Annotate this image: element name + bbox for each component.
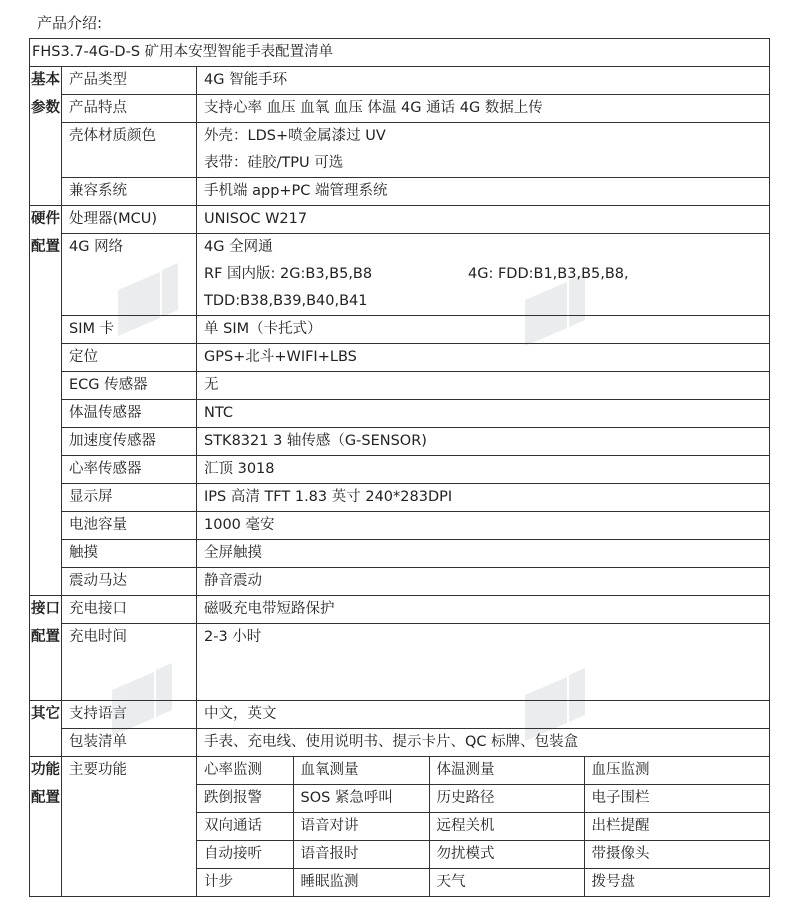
row-value: 汇顶 3018: [197, 456, 770, 484]
table-row: [30, 456, 770, 484]
row-label: 充电接口: [62, 596, 197, 624]
row-value: 手机端 app+PC 端管理系统: [197, 178, 770, 206]
row-label: 产品类型: [62, 67, 197, 95]
row-value: 4G 全网通: [197, 234, 770, 262]
row-value: 磁吸充电带短路保护: [197, 596, 770, 624]
row-value: 2-3 小时: [197, 624, 770, 701]
function-item: 体温测量: [429, 757, 584, 785]
row-label: 电池容量: [62, 512, 197, 540]
table-row: [30, 568, 770, 596]
net-rf-domestic: RF 国内版: 2G:B3,B5,B8: [204, 266, 373, 282]
function-row: [197, 841, 770, 869]
section-hardware: 硬件配置: [30, 206, 62, 596]
row-label: 4G 网络: [62, 234, 197, 316]
row-label: 显示屏: [62, 484, 197, 512]
row-value: 1000 毫安: [197, 512, 770, 540]
table-row: [30, 67, 770, 95]
table-row: [30, 206, 770, 234]
table-row: [30, 123, 770, 151]
table-row: [30, 512, 770, 540]
row-label: 体温传感器: [62, 400, 197, 428]
row-label: 包装清单: [62, 729, 197, 757]
section-basic: 基本参数: [30, 67, 62, 206]
table-row: [30, 95, 770, 123]
function-grid-cell: [197, 757, 770, 897]
table-row: [30, 624, 770, 701]
table-row: [30, 372, 770, 400]
section-function: 功能配置: [30, 757, 62, 897]
section-interface: 接口配置: [30, 596, 62, 701]
row-value: 表带：硅胶/TPU 可选: [197, 150, 770, 178]
table-row: [30, 729, 770, 757]
row-value: 外壳：LDS+喷金属漆过 UV: [197, 123, 770, 151]
row-value: 静音震动: [197, 568, 770, 596]
function-row: [197, 785, 770, 813]
section-other: 其它: [30, 701, 62, 757]
function-item: 拨号盘: [584, 869, 770, 897]
function-item: 出栏提醒: [584, 813, 770, 841]
table-row: [30, 400, 770, 428]
row-value: NTC: [197, 400, 770, 428]
row-value: 支持心率 血压 血氧 血压 体温 4G 通话 4G 数据上传: [197, 95, 770, 123]
row-label: 震动马达: [62, 568, 197, 596]
row-value: TDD:B38,B39,B40,B41: [197, 288, 770, 316]
function-item: 带摄像头: [584, 841, 770, 869]
function-item: 血氧测量: [293, 757, 429, 785]
row-label: 定位: [62, 344, 197, 372]
row-value: 无: [197, 372, 770, 400]
row-label: ECG 传感器: [62, 372, 197, 400]
row-value: UNISOC W217: [197, 206, 770, 234]
function-item: 睡眠监测: [293, 869, 429, 897]
row-label: SIM 卡: [62, 316, 197, 344]
row-label: 充电时间: [62, 624, 197, 701]
function-item: 计步: [197, 869, 293, 897]
row-value: 4G 智能手环: [197, 67, 770, 95]
table-title: FHS3.7-4G-D-S 矿用本安型智能手表配置清单: [30, 39, 770, 67]
table-row: [30, 540, 770, 568]
function-item: 心率监测: [197, 757, 293, 785]
row-value: STK8321 3 轴传感（G-SENSOR): [197, 428, 770, 456]
spec-table: [29, 38, 770, 897]
table-row: [30, 344, 770, 372]
function-grid: [197, 757, 770, 896]
row-label: 心率传感器: [62, 456, 197, 484]
row-value: 全屏触摸: [197, 540, 770, 568]
function-item: 远程关机: [429, 813, 584, 841]
row-value: 中文，英文: [197, 701, 770, 729]
table-row: [30, 428, 770, 456]
function-item: 血压监测: [584, 757, 770, 785]
function-item: SOS 紧急呼叫: [293, 785, 429, 813]
net-4g-fdd: 4G: FDD:B1,B3,B5,B8,: [468, 266, 629, 282]
table-row: [30, 596, 770, 624]
row-label: 壳体材质颜色: [62, 123, 197, 178]
row-value: [197, 261, 770, 288]
function-item: 跌倒报警: [197, 785, 293, 813]
table-row: [30, 757, 770, 897]
row-label: 支持语言: [62, 701, 197, 729]
table-row: [30, 701, 770, 729]
table-row: [30, 484, 770, 512]
row-label: 处理器(MCU): [62, 206, 197, 234]
function-item: 自动接听: [197, 841, 293, 869]
function-item: 电子围栏: [584, 785, 770, 813]
function-item: 语音对讲: [293, 813, 429, 841]
function-item: 勿扰模式: [429, 841, 584, 869]
function-item: 双向通话: [197, 813, 293, 841]
table-row: [30, 178, 770, 206]
table-row: [30, 316, 770, 344]
function-row: [197, 869, 770, 897]
row-value: 手表、充电线、使用说明书、提示卡片、QC 标牌、包装盒: [197, 729, 770, 757]
row-value: GPS+北斗+WIFI+LBS: [197, 344, 770, 372]
row-label: 触摸: [62, 540, 197, 568]
table-row: [30, 234, 770, 262]
row-label: 主要功能: [62, 757, 197, 897]
row-label: 加速度传感器: [62, 428, 197, 456]
function-row: [197, 813, 770, 841]
function-row: [197, 757, 770, 785]
table-title-row: [30, 39, 770, 67]
row-label: 产品特点: [62, 95, 197, 123]
function-item: 天气: [429, 869, 584, 897]
function-item: 历史路径: [429, 785, 584, 813]
function-item: 语音报时: [293, 841, 429, 869]
intro-label: 产品介绍:: [37, 14, 103, 32]
row-label: 兼容系统: [62, 178, 197, 206]
row-value: IPS 高清 TFT 1.83 英寸 240*283DPI: [197, 484, 770, 512]
row-value: 单 SIM（卡托式）: [197, 316, 770, 344]
